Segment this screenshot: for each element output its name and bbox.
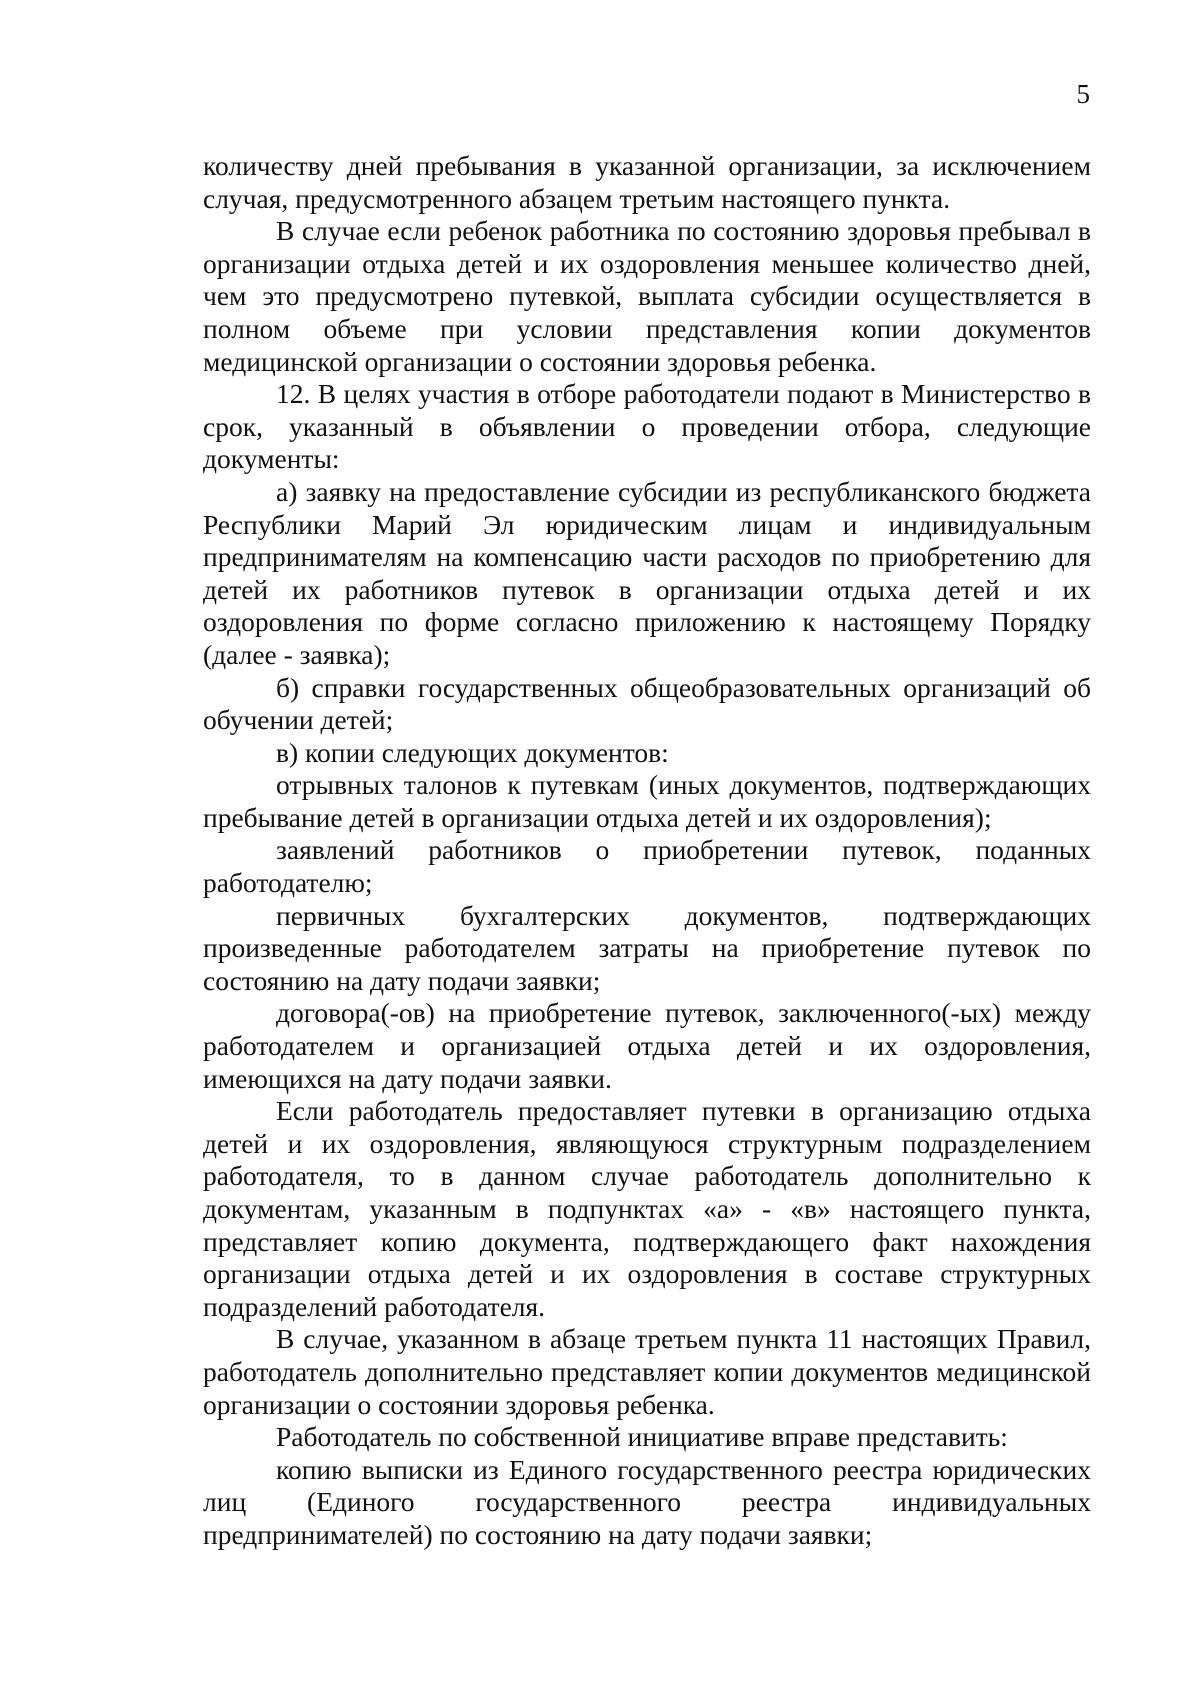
paragraph: первичных бухгалтерских документов, подтверждающих произведенные работодателем затраты на приобретение путевок по состоянию на дату подачи заявки; <box>203 899 1091 996</box>
paragraph: отрывных талонов к путевкам (иных документов, подтверждающих пребывание детей в организации отдыха детей и их оздоровления); <box>203 769 1091 833</box>
paragraph: в) копии следующих документов: <box>276 736 669 768</box>
paragraph: В случае если ребенок работника по состоянию здоровья пребывал в организации отдыха детей и их оздоровления меньшее количество дней, чем это предусмотрено путевкой, выплата субсидии осуществляется в полном объеме при условии представления копии документов медицинской организации о состоянии здоровья ребенка. <box>203 215 1091 377</box>
paragraph: а) заявку на предоставление субсидии из республиканского бюджета Республики Марий Эл юридическим лицам и индивидуальным предпринимателям на компенсацию части расходов по приобретению для детей их работников путевок в организации отдыха детей и их оздоровления по форме согласно приложению к настоящему Порядку (далее - заявка); <box>203 475 1091 670</box>
document-body <box>203 150 1091 1552</box>
paragraph: копию выписки из Единого государственного реестра юридических лиц (Единого государственного реестра индивидуальных предпринимателей) по состоянию на дату подачи заявки; <box>203 1453 1091 1550</box>
paragraph: Работодатель по собственной инициативе вправе представить: <box>276 1421 1008 1453</box>
page-number: 5 <box>1076 79 1090 109</box>
paragraph: количеству дней пребывания в указанной организации, за исключением случая, предусмотренного абзацем третьим настоящего пункта. <box>203 150 1091 214</box>
paragraph: б) справки государственных общеобразовательных организаций об обучении детей; <box>203 671 1091 736</box>
paragraph: договора(-ов) на приобретение путевок, заключенного(-ых) между работодателем и организацией отдыха детей и их оздоровления, имеющихся на дату подачи заявки. <box>203 997 1091 1094</box>
paragraph: 12. В целях участия в отборе работодатели подают в Министерство в срок, указанный в объявлении о проведении отбора, следующие документы: <box>203 378 1091 475</box>
paragraph: заявлений работников о приобретении путевок, поданных работодателю; <box>203 834 1091 899</box>
paragraph: Если работодатель предоставляет путевки в организацию отдыха детей и их оздоровления, являющуюся структурным подразделением работодателя, то в данном случае работодатель дополнительно к документам, указанным в подпунктах «а» - «в» настоящего пункта, представляет копию документа, подтверждающего факт нахождения организации отдыха детей и их оздоровления в составе структурных подразделений работодателя. <box>203 1095 1091 1322</box>
paragraph: В случае, указанном в абзаце третьем пункта 11 настоящих Правил, работодатель дополнительно представляет копии документов медицинской организации о состоянии здоровья ребенка. <box>203 1323 1091 1420</box>
